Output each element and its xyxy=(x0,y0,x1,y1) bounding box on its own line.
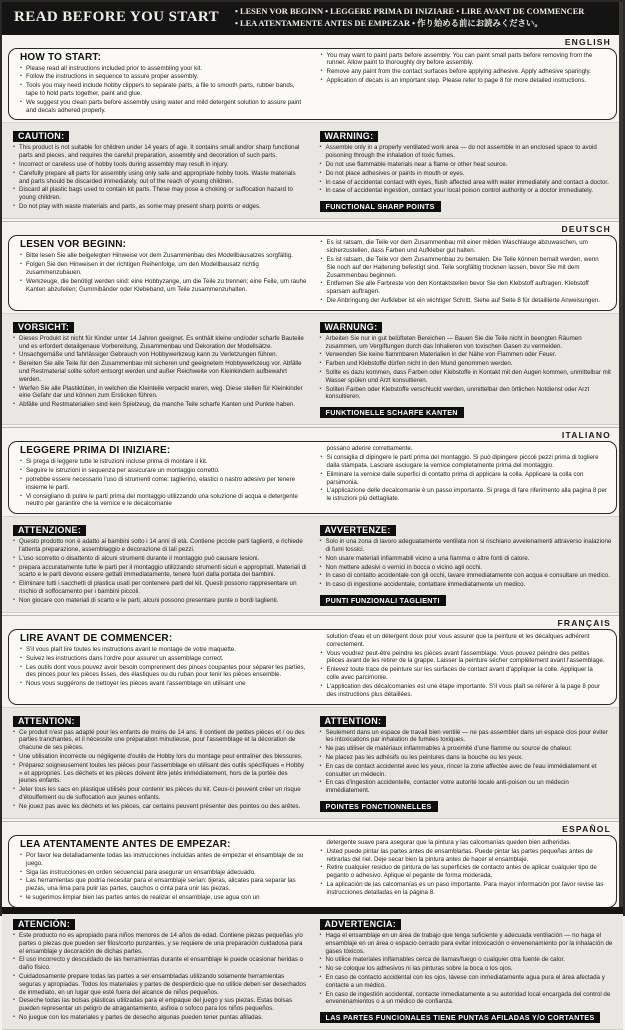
bullet-item: • Please read all instructions included prior to assembling your kit. xyxy=(20,65,307,73)
scan-edge-right xyxy=(619,2,623,914)
bullet-item: • Si prega di leggere tutte le istruzioni incluse prima di montare il kit. xyxy=(20,458,307,466)
bullet-item: • potrebbe essere necessario l'uso di strumenti come: taglierino, elastici o nastro adesivo per tenere insieme le parti. xyxy=(20,476,307,492)
bullet-item: • Es ist ratsam, die Teile vor dem Zusammenbau zu bemalen. Die Teile können bemalt werden, wenn Sie noch auf der Halterung befestigt sind. Teile sorgfältig trocknen lassen, bevor Sie mit dem Zusammenbau beginnen. xyxy=(321,256,608,279)
language-label: ESPAÑOL xyxy=(2,821,623,835)
warning-title-badge: ADVERTENCIA: xyxy=(320,919,402,930)
bullet-item: • No utilice materiales inflamables cerca de llamas/fuego o cualquier otra fuente de calor. xyxy=(320,956,615,964)
caution-title-badge: CAUTION: xyxy=(13,131,69,142)
bullet-item: • Si consiglia di dipingere le parti prima del montaggio. Si può dipingere piccoli pezzi prima di togliere dalla stampata. Lasciare asciugare la vernice completamente prima del montaggio. xyxy=(321,454,608,470)
intro-box xyxy=(8,835,617,908)
caution-bullets xyxy=(13,335,308,409)
bullet-item: • Bitte lesen Sie alle beigelegten Hinweise vor dem Zusammenbau des Modellbausatzes sorgfältig. xyxy=(20,252,307,260)
bullet-item: • Seulement dans un espace de travail bien ventilé — ne pas assembler dans un espace clos pour éviter les intoxications par inhalation de fumées toxiques. xyxy=(320,729,615,745)
bullet-item: • Bereiten Sie alle Teile für den Zusammenbau mit sicheren und geeignetem Hobbywerkzeug vor. Abfälle und Restmaterial sollte sofort entsorgt werden und außer Reichweite von Kleinkindern aufbewahrt werden. xyxy=(13,360,308,383)
bullet-item: • Eliminare tutti i sacchetti di plastica usati per contenere parti del kit. Questi possono rappresentare un rischio di soffocamento per i bambini piccoli. xyxy=(13,580,308,596)
caution-bullets xyxy=(13,144,308,211)
caution-warning-row xyxy=(2,313,623,426)
header-subtitle-line2: • LEA ATENTAMENTE ANTES DE EMPEZAR • 作り始める前にお読みください。 xyxy=(234,18,543,28)
bullet-item: • Application of decals is an important step. Please refer to page 8 for more detailed instructions. xyxy=(321,77,608,85)
warning-bullets xyxy=(320,729,615,796)
intro-right-bullets xyxy=(321,239,608,305)
sharp-points-badge: POINTES FONCTIONNELLES xyxy=(320,801,438,812)
bullet-item: • Do not play with waste materials and parts, as some may present sharp points or edges. xyxy=(13,203,308,211)
bullet-item: • Do not place adhesives or paints in mouth or eyes. xyxy=(320,170,615,178)
bullet-item: • Vous voudrez peut-être peindre les pièces avant l'assemblage. Vous pouvez peindre des petites pièces avant de les retirer de la grappe. Laisser la peinture sécher complètement avant l'assemblage. xyxy=(321,650,608,666)
bullet-item: • Die Anbringung der Aufkleber ist ein wichtiger Schritt. Siehe auf Seite 8 für detaillierte Anweisungen. xyxy=(321,297,608,305)
intro-box xyxy=(8,48,617,121)
language-label: DEUTSCH xyxy=(2,221,623,235)
bullet-item: • You may want to paint parts before assembly. You can paint small parts before removing from the runner. Allow paint to thoroughly dry before assembly. xyxy=(321,52,608,68)
bullet-item: • Questo prodotto non è adatto ai bambini sotto i 14 anni di età. Contiene piccole parti taglienti, e richiede l'attenta preparazione, assemblaggio e decorazione di tali pezzi. xyxy=(13,538,308,554)
warning-column xyxy=(320,711,615,815)
bullet-item: • Solo in una zona di lavoro adeguatamente ventilata non si rischiano avvelenamenti attraverso inalazione di fumi tossici. xyxy=(320,538,615,554)
bullet-item: • Do not use flammable materials near a flame or other heat source. xyxy=(320,161,615,169)
caution-title-badge: ATENCIÓN: xyxy=(13,919,75,930)
intro-right-bullets xyxy=(321,454,608,503)
bullet-item: • Follow the instructions in sequence to assure proper assembly. xyxy=(20,73,307,81)
bullet-item: • Siga las instrucciones en orden secuencial para asegurar un ensamblaje adecuado. xyxy=(20,869,307,877)
page-title: READ BEFORE YOU START xyxy=(14,9,219,26)
caution-bullets xyxy=(13,932,308,1022)
warning-bullets xyxy=(320,144,615,195)
bullet-item: • Ne pas utiliser de matériaux inflammables à proximité d'une flamme ou source de chaleur. xyxy=(320,745,615,753)
warning-column xyxy=(320,520,615,608)
intro-right-lead: possano aderire correttamente. xyxy=(326,445,413,453)
intro-right-column xyxy=(321,445,608,509)
bullet-item: • In caso di ingestione accidentale, contattare immediatamente un medico. xyxy=(320,581,615,589)
bullet-item: • Es ist ratsam, die Teile vor dem Zusammenbau mit einer milden Waschlauge abzuwaschen, um sicherzustellen, dass Farben und Aufkleber gut halten. xyxy=(321,239,608,255)
bullet-item: • Ne jouez pas avec les déchets et les pièces, car certains peuvent présenter des pointes ou des arêtes. xyxy=(13,803,308,811)
warning-column xyxy=(320,317,615,421)
intro-box xyxy=(8,629,617,705)
intro-right-bullets xyxy=(321,52,608,85)
intro-title: LEA ATENTAMENTE ANTES DE EMPEZAR: xyxy=(20,839,231,851)
bullet-item: • Nous vous suggérons de nettoyer les pièces avant l'assemblage en utilisant une xyxy=(20,680,307,688)
caution-bullets xyxy=(13,729,308,811)
language-section xyxy=(2,35,623,220)
bullet-item: • Por favor lea detalladamente todas las instrucciones incluidas antes de empezar el ensamblaje de su juego. xyxy=(20,852,307,868)
bullet-item: • le sugerimos limpiar bien las partes antes de realizar el ensamblaje, use agua con un xyxy=(20,894,307,902)
intro-right-bullets xyxy=(321,848,608,897)
header-subtitles xyxy=(235,6,584,30)
language-label: ITALIANO xyxy=(2,427,623,441)
bullet-item: • In case of accidental contact with eyes, flush affected area with water immediately and contact a doctor. xyxy=(320,179,615,187)
bullet-item: • El uso incorrecto y descuidado de las herramientas durante el ensamblaje le puede ocasionar heridas o daño físico. xyxy=(13,956,308,972)
bullet-item: • Verwenden Sie keine flammbaren Materialien in der Nähe von Flammen oder Feuer. xyxy=(320,351,615,359)
intro-right-lead: detergente suave para asegurar que la pintura y las calcomanías queden bien adheridas. xyxy=(326,839,572,847)
bullet-item: • Werfen Sie alle Plastiktüten, in welchen die Kleinteile verpackt waren, weg. Diese stellen für Kleinkinder eine Gefahr dar und können zum Ersticken führen. xyxy=(13,385,308,401)
header-bar xyxy=(2,2,623,35)
language-section xyxy=(2,821,623,1030)
bullet-item: • En cas d'ingestion accidentelle, contacter votre autorité locale anti-poison ou un médecin immédiatement. xyxy=(320,779,615,795)
scan-edge-bottom xyxy=(2,907,623,914)
header-subtitle-line1: • LESEN VOR BEGINN • LEGGERE PRIMA DI INIZIARE • LIRE AVANT DE COMMENCER xyxy=(234,7,585,16)
caution-warning-row xyxy=(2,516,623,613)
bullet-item: • Non usare materiali infiammabili vicino a una fiamma o altre fonti di calore. xyxy=(320,555,615,563)
bullet-item: • In case of accidental ingestion, contact your local poison control authority or a doctor immediately. xyxy=(320,187,615,195)
caution-title-badge: ATTENZIONE: xyxy=(13,525,86,536)
sharp-points-badge: PUNTI FUNZIONALI TAGLIENTI xyxy=(320,595,446,606)
bullet-item: • No se coloque los adhesivos ni las pinturas sobre la boca o los ojos. xyxy=(320,965,615,973)
bullet-item: • Discard all plastic bags used to contain kit parts. These may pose a choking or suffocation hazard to young children. xyxy=(13,186,308,202)
bullet-item: • S'il vous plaît lire toutes les instructions avant le montage de votre maquette. xyxy=(20,646,307,654)
bullet-item: • En caso de contacto accidental con los ojos, lávese con inmediatamente agua pura el área afectada y contacte a un médico. xyxy=(320,974,615,990)
intro-box xyxy=(8,441,617,514)
bullet-item: • Este producto no es apropiado para niños menores de 14 años de edad. Contiene piezas pequeñas y/o partes o piezas que pueden ser filos/corto punzantes, y se requiere de una preparación cuidadosa para el ensamblaje y decoración de dichas partes. xyxy=(13,932,308,955)
bullet-item: • Vi consigliano di pulire le parti prima del montaggio utilizzando una soluzione di acqua e detergente neutro per garantire che la vernice e le decalcomanie xyxy=(20,493,307,509)
bullet-item: • Dieses Produkt ist nicht für Kinder unter 14 Jahren geeignet. Es enthält kleine und/oder scharfe Bauteile und es erfordert detailgenaue Vorbereitung, Zusammenbau und Dekoration der Modellsätze. xyxy=(13,335,308,351)
intro-left-column xyxy=(20,839,307,903)
bullet-item: • Carefully prepare all parts for assembly using only safe and appropriate hobby tools. Waste materials and parts should be discarded immediately, out of the reach of young children. xyxy=(13,170,308,186)
caution-bullets xyxy=(13,538,308,605)
warning-column xyxy=(320,126,615,214)
warning-title-badge: AVVERTENZE: xyxy=(320,525,396,536)
bullet-item: • prepara accuratamente tutte le parti per il montaggio utilizzando strumenti sicuri e appropriati. Materiali di scarto e le parti devono essere gettati immediatamente, tenere fuori dalla portata dei bambini. xyxy=(13,564,308,580)
intro-title: LEGGERE PRIMA DI INIZIARE: xyxy=(20,445,171,457)
sharp-points-badge: FUNKTIONELLE SCHARFE KANTEN xyxy=(320,407,464,418)
bullet-item: • Remove any paint from the contact surfaces before applying adhesive. Apply adhesive sparingly. xyxy=(321,68,608,76)
warning-bullets xyxy=(320,335,615,402)
bullet-item: • Non mettere adesivi o vernici in bocca o vicino agli occhi. xyxy=(320,564,615,572)
language-section xyxy=(2,427,623,613)
intro-left-bullets xyxy=(20,65,307,115)
bullet-item: • Cuidadosamente prepare todas las partes a ser ensambladas utilizando solamente herramientas seguras y apropiadas. Todos los materiales y partes de desperdicio que no utilice deben ser desechados de inmediato, en un lugar que esté fuera del alcance de niños pequeños. xyxy=(13,973,308,996)
bullet-item: • Arbeiten Sie nur in gut belüfteten Bereichen — Bauen Sie die Teile nicht in beengten Räumen zusammen, um Vergiftungen durch das Inhalieren von toxischen Gasen zu vermeiden. xyxy=(320,335,615,351)
intro-left-bullets xyxy=(20,252,307,293)
bullet-item: • Jeter tous les sacs en plastique utilisés pour contenir les pièces du kit. Ceux-ci peuvent créer un risque d'étouffement ou de suffocation aux jeunes enfants. xyxy=(13,786,308,802)
bullet-item: • Ce produit n'est pas adapté pour les enfants de moins de 14 ans. Il contient de petites pièces et / ou des parties tranchantes, et il nécessite une préparation minutieuse, pour l'assemblage et la décoration de chacune de ses pièces. xyxy=(13,729,308,752)
bullet-item: • In caso di contatto accidentale con gli occhi, lavare immediatamente con acqua e consultare un medico. xyxy=(320,572,615,580)
warning-title-badge: ATTENTION: xyxy=(320,716,387,727)
caution-column xyxy=(13,711,308,815)
sharp-points-badge: LAS PARTES FUNCIONALES TIENE PUNTAS AFILADAS Y/O CORTANTES xyxy=(320,1012,601,1023)
bullet-item: • Non giocare con materiali di scarto e le parti, alcuni possono presentare punte o bordi taglienti. xyxy=(13,597,308,605)
bullet-item: • Seguire le istruzioni in sequenza per assicurare un montaggio corretto. xyxy=(20,467,307,475)
bullet-item: • Assemble only in a properly ventilated work area — do not assemble in an enclosed space to avoid poisoning through the inhalation of toxic fumes. xyxy=(320,144,615,160)
language-section xyxy=(2,615,623,819)
bullet-item: • En caso de ingestión accidental, contacte inmediatamente a su autoridad local encargada del control de envenenamientos o a un médico de confianza. xyxy=(320,991,615,1007)
bullet-item: • L'applicazione delle decalcomanie è un passo importante. Si prega di fare riferimento alla pagina 8 per le istruzioni più dettagliate. xyxy=(321,487,608,503)
intro-left-column xyxy=(20,633,307,700)
bullet-item: • Sollten Farben oder Klebstoffe verschluckt werden, unmittelbar den örtlichen Notdienst oder Arzt konsultieren. xyxy=(320,386,615,402)
bullet-item: • Haga el ensamblaje en un área de trabajo que tenga suficiente y adecuada ventilación — no haga el ensamblaje en un área o espacio cerrado para evitar intoxicación o envenenamiento por la inhalación de gases tóxicos. xyxy=(320,932,615,955)
warning-bullets xyxy=(320,932,615,1006)
intro-right-bullets xyxy=(321,650,608,699)
bullet-item: • Deseche todas las bolsas plásticas utilizadas para el empaque del juego y sus piezas. Estas bolsas pueden representar un peligro de atragantamiento, asfixia o sofoco para los niños pequeños. xyxy=(13,997,308,1013)
intro-title: LESEN VOR BEGINN: xyxy=(20,239,127,251)
bullet-item: • No juegue con los materiales y partes de desecho algunas pueden tener puntas afiladas. xyxy=(13,1014,308,1022)
caution-warning-row xyxy=(2,910,623,1030)
bullet-item: • L'application des décalcomanies est une étape importante. S'il vous plaît se référer à la page 8 pour des instructions plus détaillées. xyxy=(321,683,608,699)
language-label: ENGLISH xyxy=(564,36,611,47)
bullet-item: • Entfernen Sie alle Farbreste von den Kontaktstellen bevor Sie den Klebstoff auftragen. Klebstoff sparsam auftragen. xyxy=(321,280,608,296)
intro-right-column xyxy=(321,839,608,903)
intro-left-column xyxy=(20,239,307,306)
sharp-points-badge: FUNCTIONAL SHARP POINTS xyxy=(320,201,441,212)
warning-bullets xyxy=(320,538,615,589)
bullet-item: • Préparez soigneusement toutes les pièces pour l'assemblage en utilisant des outils spécifiques « Hobby » et appropriés. Les déchets et les pièces doivent être jetés immédiatement, hors de la portée des jeunes enfants. xyxy=(13,762,308,785)
intro-title: LIRE AVANT DE COMMENCER: xyxy=(20,633,173,645)
warning-title-badge: WARNUNG: xyxy=(320,322,383,333)
intro-title: HOW TO START: xyxy=(20,51,102,63)
bullet-item: • L'uso scorretto o disattento di alcuni strumenti durante il montaggio può causare lesioni. xyxy=(13,555,308,563)
language-section xyxy=(2,221,623,425)
bullet-item: • This product is not suitable for children under 14 years of age. It contains small and/or sharp functional parts and pieces, and requires the careful preparation, assembly and decoration of such parts. xyxy=(13,144,308,160)
intro-right-lead: solution d'eau et un détergent doux pour vous assurer que la peinture et les décalques adhérent correctement. xyxy=(326,633,590,648)
caution-column xyxy=(13,520,308,608)
bullet-item: • Sollte es dazu kommen, dass Farben oder Klebstoffe in Kontakt mit den Augen kommen, unmittelbar mit Wasser spülen und Arzt konsultieren. xyxy=(320,369,615,385)
intro-left-bullets xyxy=(20,458,307,508)
bullet-item: • Une utilisation incorrecte ou négligente d'outils de Hobby lors du montage peut entraîner des blessures. xyxy=(13,753,308,761)
bullet-item: • Usted puede pintar las partes antes de ensamblarlas. Puede pintar las partes pequeñas antes de retirarlas del riel. Deje secar bien la pintura antes de hacer el ensamblaje. xyxy=(321,848,608,864)
bullet-item: • Unsachgemäße und fahrlässiger Gebrauch von Hobbywerkzeug kann zu Verletzungen führen. xyxy=(13,351,308,359)
bullet-item: • Werkzeuge, die benötigt werden sind: eine Hobbyzange, um die Teile zu trennen; eine Feile, um rauhe Kanten abzufeilen; Gummibänder oder Klebeband, um Teile zusammenzuhalten. xyxy=(20,278,307,294)
language-sections xyxy=(2,35,623,1030)
warning-column xyxy=(320,914,615,1025)
bullet-item: • Farben und Klebstoffe dürfen nicht in den Mund genommen werden. xyxy=(320,360,615,368)
bullet-item: • Ne placez pas les adhésifs ou les peintures dans la bouche ou les yeux. xyxy=(320,754,615,762)
caution-title-badge: ATTENTION: xyxy=(13,716,80,727)
bullet-item: • We suggest you clean parts before assembly using water and mild detergent solution to assure paint and decals adhered properly. xyxy=(20,99,307,115)
intro-left-column xyxy=(20,52,307,116)
caution-title-badge: VORSICHT: xyxy=(13,322,74,333)
intro-left-column xyxy=(20,445,307,509)
bullet-item: • En cas de contact accidentel avec les yeux, rincer la zone affectée avec de l'eau immédiatement et consulter un médecin. xyxy=(320,763,615,779)
caution-warning-row xyxy=(2,707,623,820)
caution-column xyxy=(13,914,308,1025)
bullet-item: • Eliminare la vernice dalle superfici di contatto prima di applicare la colla. Applicare la colla con parsimonia. xyxy=(321,471,608,487)
caution-column xyxy=(13,126,308,214)
intro-right-column xyxy=(321,52,608,116)
bullet-item: • Les outils dont vous pouvez avoir besoin comprennent des pinces coupantes pour séparer les parties, des pinces pour les pièces lisses, des élastiques ou du ruban pour tenir les pièces ensemble. xyxy=(20,664,307,680)
intro-left-bullets xyxy=(20,646,307,688)
caution-warning-row xyxy=(2,122,623,219)
bullet-item: • La aplicación de las calcomanías es un paso importante. Para mayor información por favor revise las instrucciones detalladas en la página 8. xyxy=(321,881,608,897)
warning-title-badge: WARNING: xyxy=(320,131,379,142)
bullet-item: • Abfälle und Restmaterialien sind kein Spielzeug, da manche Teile scharfe Kanten und Punkte haben. xyxy=(13,401,308,409)
caution-column xyxy=(13,317,308,421)
bullet-item: • Enlevez toute trace de peinture sur les surfaces de contact avant d'appliquer la colle. Appliquer la colle avec parcimonie. xyxy=(321,666,608,682)
intro-right-column xyxy=(321,239,608,306)
intro-right-column xyxy=(321,633,608,700)
bullet-item: • Suivez les instructions dans l'ordre pour assurer un assemblage correct. xyxy=(20,655,307,663)
bullet-item: • Las herramientas que podría necesitar para el ensamblaje serían: tijeras, alicates para separar las piezas, una lima para pulir las partes, cauchos o cinta para unir las piezas. xyxy=(20,877,307,893)
intro-box xyxy=(8,235,617,311)
bullet-item: • Folgen Sie den Hinweisen in der richtigen Reihenfolge, um den Modellbausatz richtig zusammenzubauen. xyxy=(20,261,307,277)
intro-left-bullets xyxy=(20,852,307,902)
language-label: FRANÇAIS xyxy=(2,615,623,629)
bullet-item: • Tools you may need include hobby clippers to separate parts, a file to smooth parts, rubber bands, tape to hold parts together, paint and glue. xyxy=(20,82,307,98)
bullet-item: • Retire cualquier residuo de pintura de las superficies de contacto antes de aplicar cualquier tipo de peganto o adhesivo. Aplique el pegante de forma moderada. xyxy=(321,864,608,880)
bullet-item: • Incorrect or careless use of hobby tools during assembly may result in injury. xyxy=(13,161,308,169)
